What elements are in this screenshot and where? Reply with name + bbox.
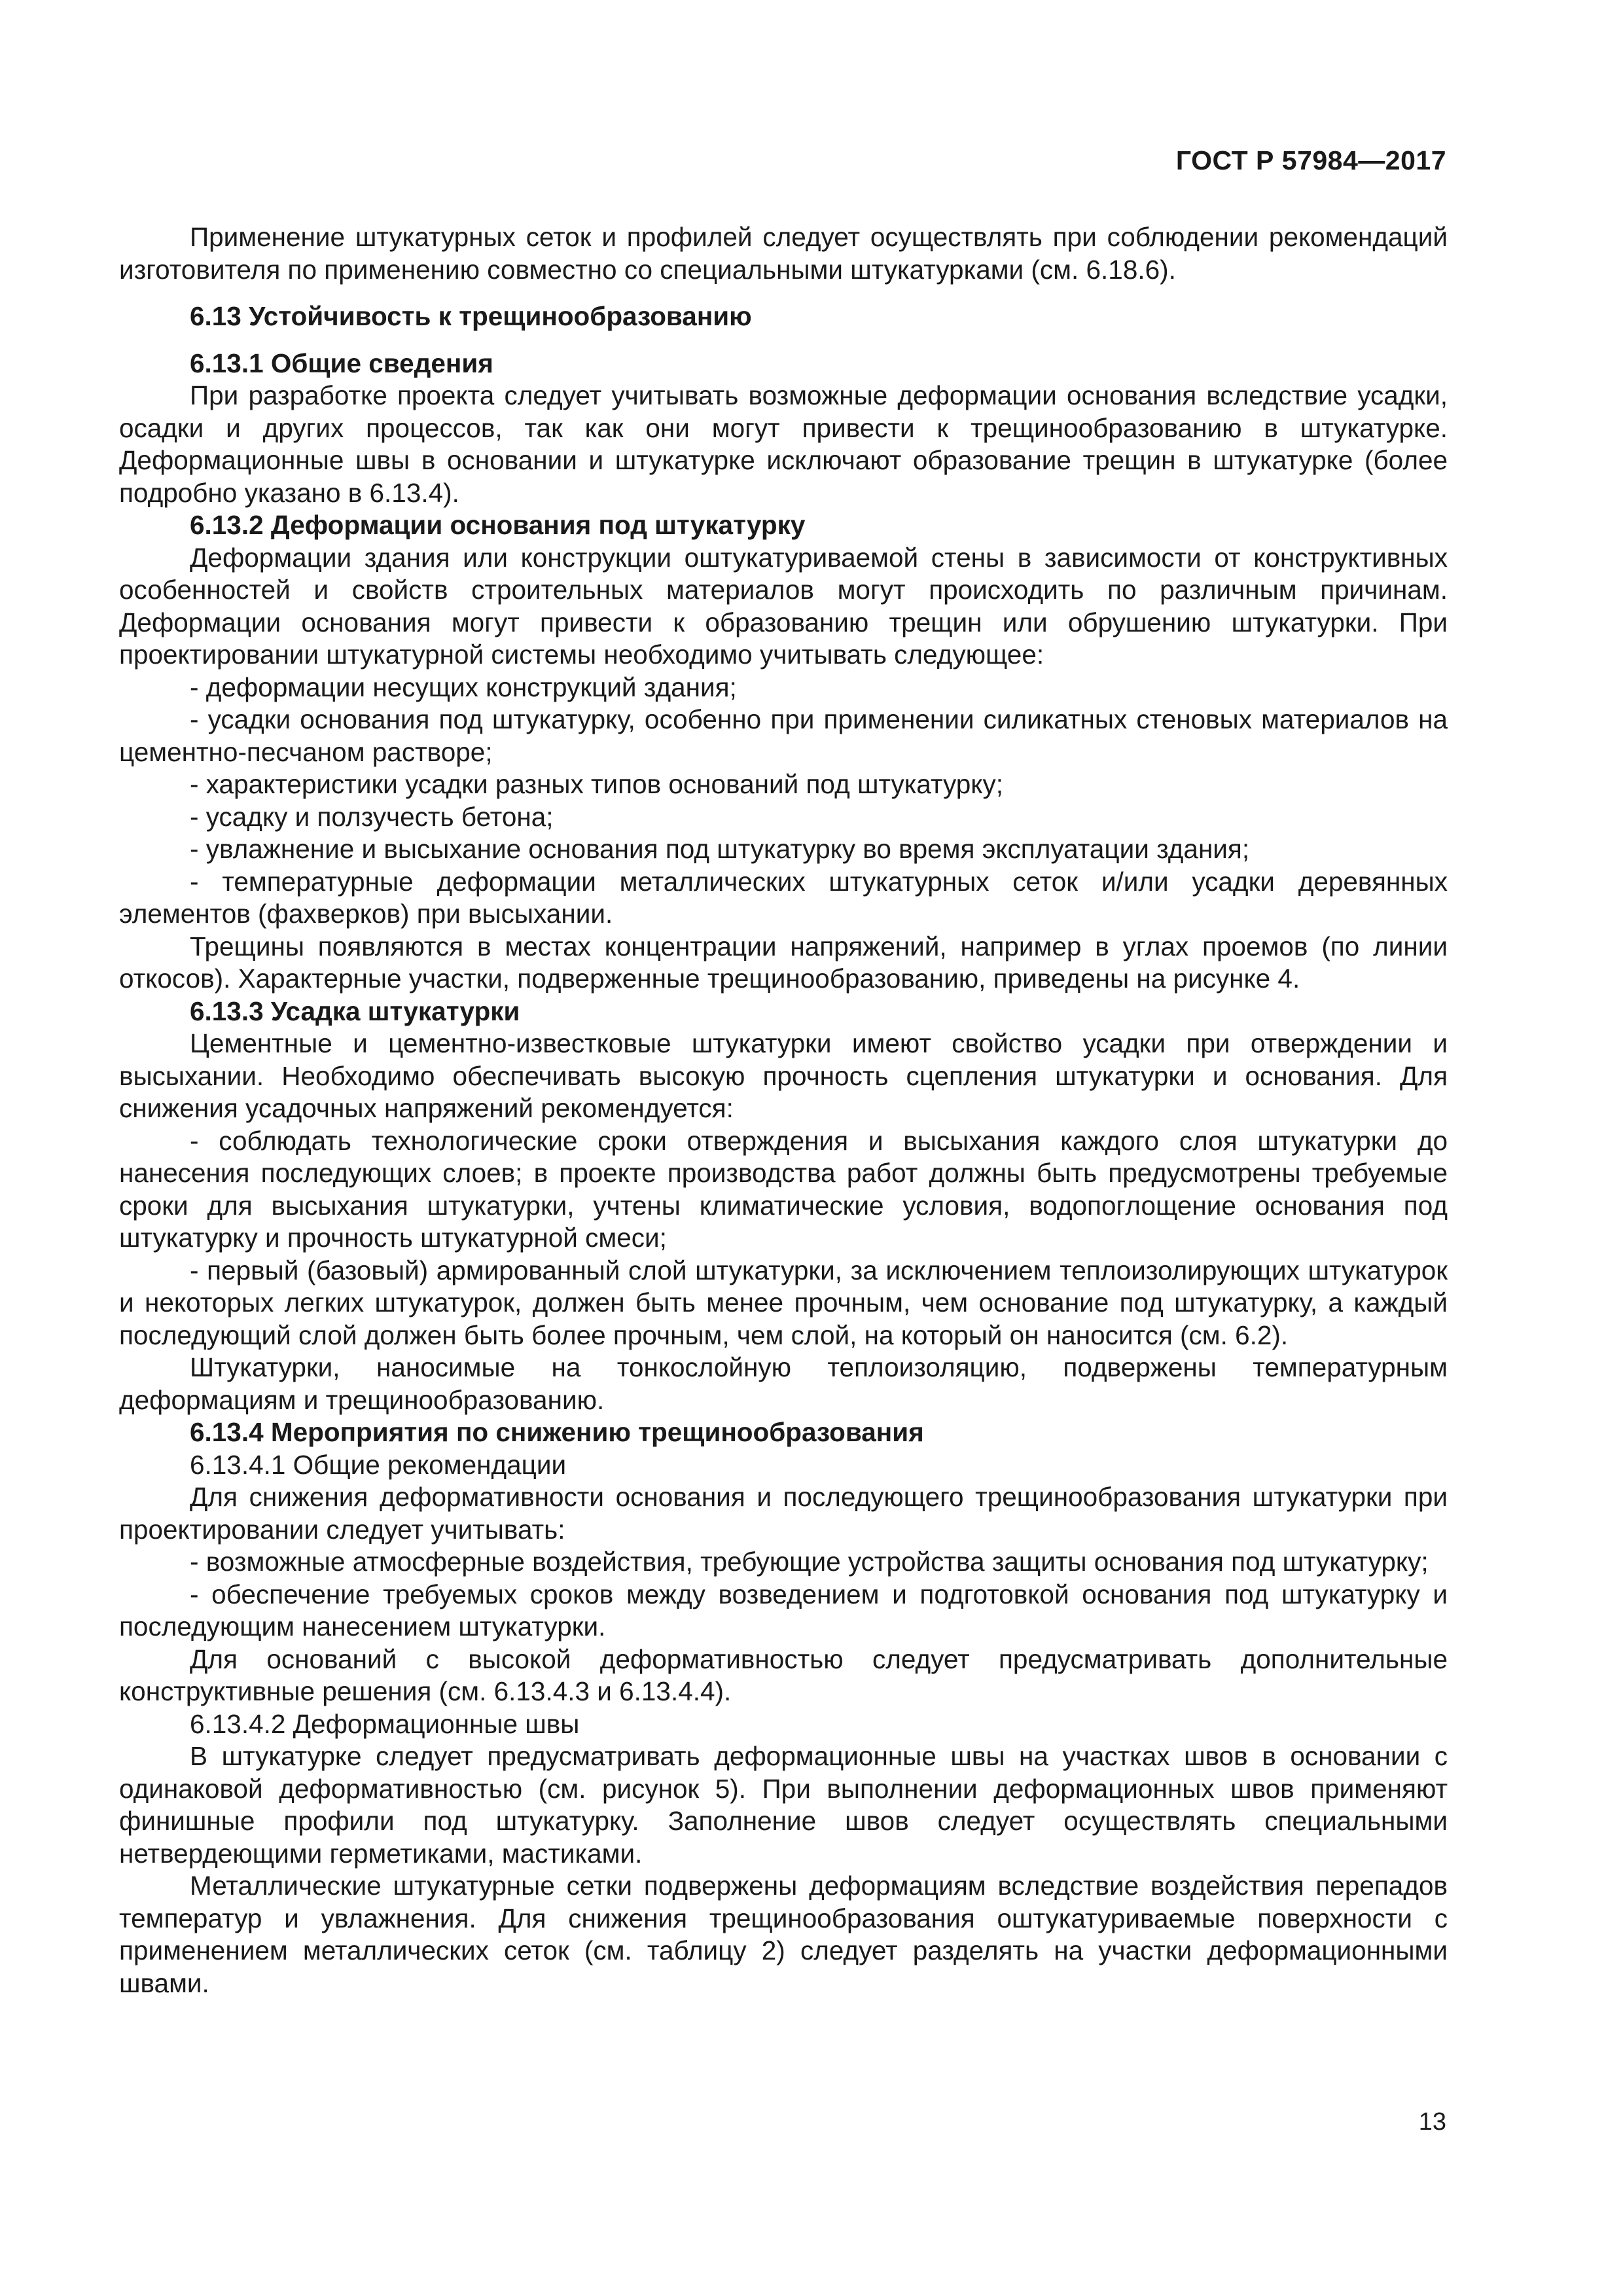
list-item: - соблюдать технологические сроки отверждения и высыхания каждого слоя штукатурки до нанесения последующих слоев; в проекте производства работ должны быть предусмотрены требуемые сроки для высыхания штукатурки, учтены климатические условия, водопоглощение основания под штукатурку и прочность штукатурной смеси; [119,1125,1448,1253]
paragraph: Применение штукатурных сеток и профилей следует осуществлять при соблюдении рекомендаций изготовителя по применению совместно со специальными штукатурками (см. 6.18.6). [119,222,1448,285]
list-item: - первый (базовый) армированный слой штукатурки, за исключением теплоизолирующих штукатурок и некоторых легких штукатурок, должен быть менее прочным, чем основание под штукатурку, а каждый последующий слой должен быть более прочным, чем слой, на который он наносится (см. 6.2). [119,1255,1448,1350]
list-item: - характеристики усадки разных типов оснований под штукатурку; [190,769,1003,799]
list-item: - усадки основания под штукатурку, особенно при применении силикатных стеновых материалов на цементно-песчаном растворе; [119,704,1448,767]
paragraph: Трещины появляются в местах концентрации напряжений, например в углах проемов (по линии откосов). Характерные участки, подверженные трещинообразованию, приведены на рисунке 4. [119,931,1448,994]
paragraph: В штукатурке следует предусматривать деформационные швы на участках швов в основании с одинаковой деформативностью (см. рисунок 5). При выполнении деформационных швов применяют финишные профили под штукатурку. Заполнение швов следует осуществлять специальными нетвердеющими герметиками, мастиками. [119,1741,1448,1869]
paragraph: Для снижения деформативности основания и последующего трещинообразования штукатурки при проектировании следует учитывать: [119,1482,1448,1545]
section-heading: 6.13 Устойчивость к трещинообразованию [190,301,752,331]
page-number: 13 [1418,2108,1446,2136]
clause-heading: 6.13.4.2 Деформационные швы [190,1708,580,1739]
paragraph: При разработке проекта следует учитывать возможные деформации основания вследствие усадки, осадки и других процессов, так как они могут привести к трещинообразованию в штукатурке. Деформационные швы в основании и штукатурке исключают образование трещин в штукатурке (более подробно указано в 6.13.4). [119,380,1448,508]
document-code-header: ГОСТ Р 57984—2017 [1175,145,1446,175]
paragraph: Для оснований с высокой деформативностью следует предусматривать дополнительные конструктивные решения (см. 6.13.4.3 и 6.13.4.4). [119,1643,1448,1706]
list-item: - обеспечение требуемых сроков между возведением и подготовкой основания под штукатурку и последующим нанесением штукатурки. [119,1579,1448,1641]
list-item: - возможные атмосферные воздействия, требующие устройства защиты основания под штукатурку; [190,1547,1429,1577]
document-body [119,221,1448,2000]
paragraph: Деформации здания или конструкции оштукатуриваемой стены в зависимости от конструктивных особенностей и свойств строительных материалов могут происходить по различным причинам. Деформации основания могут привести к образованию трещин или обрушению штукатурки. При проектировании штукатурной системы необходимо учитывать следующее: [119,542,1448,670]
list-item: - деформации несущих конструкций здания; [190,672,737,702]
paragraph: Металлические штукатурные сетки подвержены деформациям вследствие воздействия перепадов температур и увлажнения. Для снижения трещинообразования оштукатуриваемые поверхности с применением металлических сеток (см. таблицу 2) следует разделять на участки деформационными швами. [119,1871,1448,1998]
subsection-heading: 6.13.3 Усадка штукатурки [190,996,520,1026]
subsection-heading: 6.13.2 Деформации основания под штукатурку [190,510,806,540]
list-item: - температурные деформации металлических штукатурных сеток и/или усадки деревянных элементов (фахверков) при высыхании. [119,866,1448,929]
list-item: - усадку и ползучесть бетона; [190,801,554,832]
subsection-heading: 6.13.4 Мероприятия по снижению трещинообразования [190,1417,924,1447]
paragraph: Штукатурки, наносимые на тонкослойную теплоизоляцию, подвержены температурным деформациям и трещинообразованию. [119,1352,1448,1415]
list-item: - увлажнение и высыхание основания под штукатурку во время эксплуатации здания; [190,834,1250,864]
subsection-heading: 6.13.1 Общие сведения [190,348,493,378]
paragraph: Цементные и цементно-известковые штукатурки имеют свойство усадки при отверждении и высыхании. Необходимо обеспечивать высокую прочность сцепления штукатурки и основания. Для снижения усадочных напряжений рекомендуется: [119,1028,1448,1123]
clause-heading: 6.13.4.1 Общие рекомендации [190,1449,567,1480]
